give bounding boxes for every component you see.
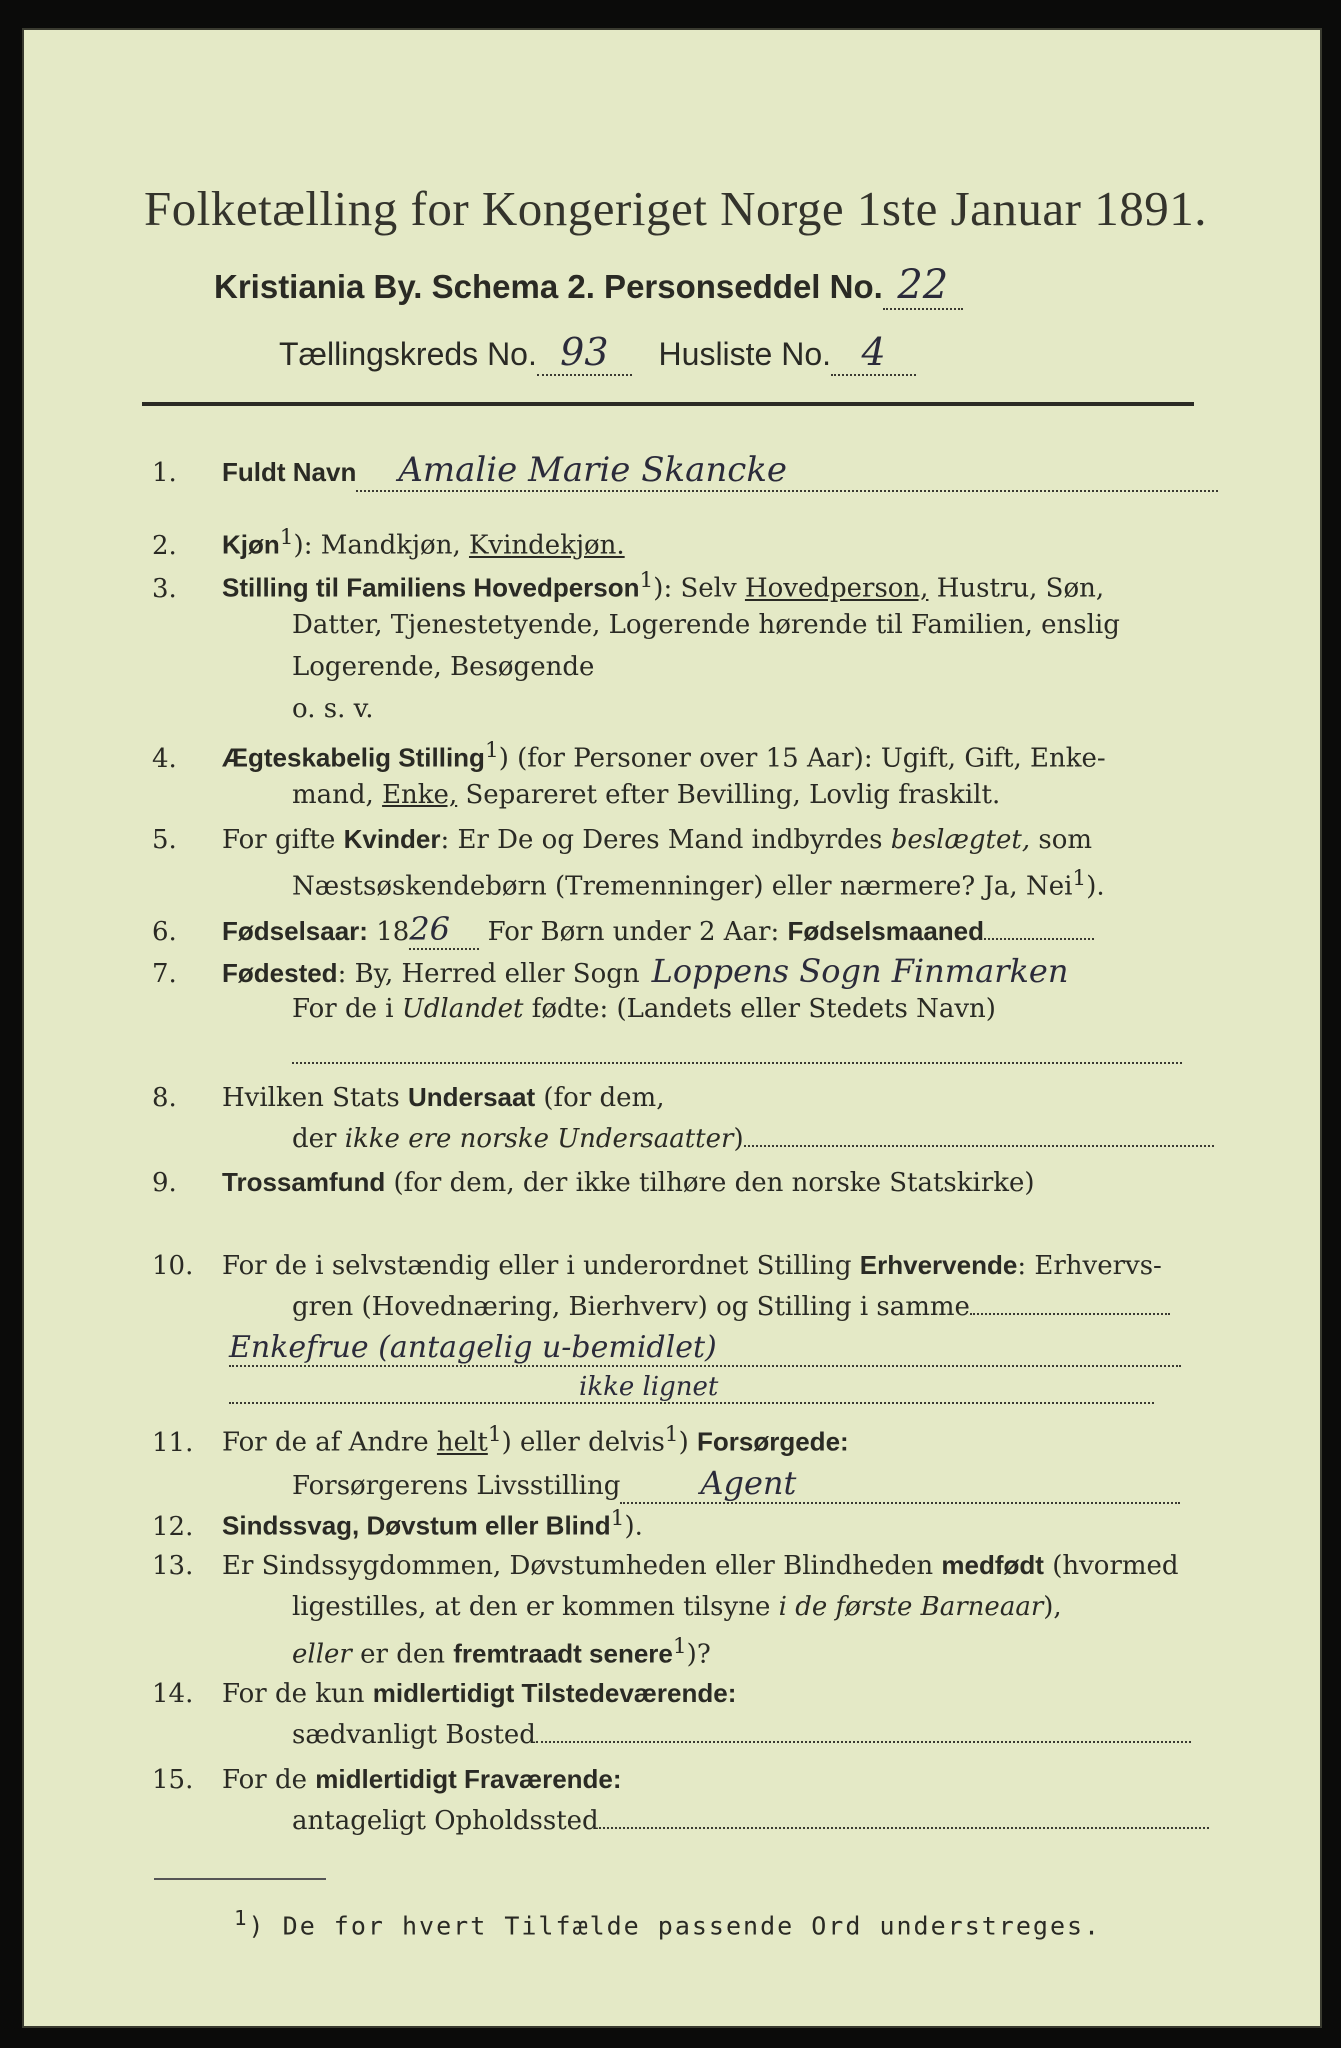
birthplace-value: Loppens Sogn Finmarken: [651, 952, 1069, 990]
field-full-name: [152, 450, 1218, 492]
item-number: 2.: [152, 530, 177, 561]
field-text: For gifte: [222, 825, 344, 855]
personseddel-number-field: [883, 262, 963, 310]
item-number: 11.: [152, 1427, 194, 1458]
field-label: Sindssvag, Døvstum eller Blind: [222, 1510, 611, 1541]
occupation-answer-line: [229, 1330, 1181, 1367]
field-label: medfødt: [941, 1550, 1044, 1580]
provider-occupation: [292, 1464, 1180, 1504]
field-marital-status: [152, 738, 1106, 774]
birthplace-abroad: [292, 994, 996, 1024]
footnote-marker: 1: [234, 1906, 249, 1930]
field-label: Fødested: [222, 958, 338, 988]
selected-option: helt: [436, 1427, 488, 1458]
district-header: [279, 330, 916, 376]
field-label: Stilling til Familiens Hovedperson: [222, 572, 640, 603]
field-birthplace: [152, 952, 1068, 990]
field-occupation: [152, 1250, 1162, 1281]
answer-blank: [292, 1038, 1182, 1064]
footnote-marker: 1: [1072, 866, 1087, 891]
field-text-italic: Udlandet: [401, 994, 524, 1024]
footnote-marker: 1: [639, 568, 654, 593]
field-label: Fødselsaar:: [222, 916, 368, 946]
field-text: gren (Hovednæring, Bierhverv) og Stilling i samme: [292, 1292, 970, 1322]
field-text-italic: ikke ere norske Undersaatter: [344, 1124, 734, 1154]
field-text: fødte: (Landets eller Stedets Navn): [523, 994, 996, 1024]
page-title: Folketælling for Kongeriget Norge 1ste Januar 1891.: [144, 181, 1207, 236]
married-women-continued: [292, 866, 1105, 902]
selected-option: Enke,: [382, 780, 458, 810]
field-label: Undersaat: [407, 1082, 536, 1112]
husliste-label: Husliste No.: [658, 336, 832, 372]
field-text: (for dem, der ikke tilhøre den norske Statskirke): [385, 1168, 1035, 1198]
field-sex: [152, 525, 625, 561]
field-text: ligestilles, at den er kommen tilsyne: [292, 1592, 779, 1622]
field-options: mand,: [292, 780, 383, 810]
selected-option: Hovedperson,: [744, 573, 929, 604]
field-religion: [152, 1167, 1035, 1198]
field-text: For de af Andre: [222, 1427, 437, 1458]
taellingskreds-label: Tællingskreds No.: [279, 336, 537, 372]
full-name-field: [356, 450, 1218, 492]
birth-year-field: [409, 910, 479, 950]
field-text: som: [1030, 825, 1093, 855]
field-label: Fødselsmaaned: [787, 916, 985, 946]
field-text: ).: [1086, 871, 1105, 902]
field-label: Forsørgede:: [697, 1426, 849, 1457]
item-number: 6.: [152, 917, 177, 947]
field-text: Er Sindssygdommen, Døvstumheden eller Blindheden: [222, 1551, 942, 1581]
occupation-answer-line-2: [229, 1372, 1154, 1404]
footnote-marker: 1: [664, 1422, 679, 1447]
field-citizenship: [152, 1082, 664, 1113]
footnote-marker: 1: [487, 1422, 502, 1447]
field-text: ) eller delvis: [501, 1427, 665, 1458]
taellingskreds-number-field: [537, 330, 632, 376]
schema-header: [214, 262, 963, 310]
footnote: [234, 1906, 1101, 1940]
item-number: 14.: [152, 1679, 194, 1709]
footnote-marker: 1: [672, 1634, 687, 1659]
field-label: fremtraadt senere: [453, 1638, 673, 1669]
field-text: ),: [1043, 1592, 1062, 1622]
citizenship-field: [744, 1145, 1214, 1147]
field-label: Kvinder: [343, 824, 441, 854]
provider-occupation-field: [620, 1464, 1180, 1504]
field-text: For de: [222, 1765, 316, 1795]
field-text: (for dem,: [535, 1083, 665, 1113]
field-text: Forsørgerens Livsstilling: [292, 1471, 621, 1501]
field-options: Separeret efter Bevilling, Lovlig fraskilt.: [457, 780, 1001, 810]
occupation-value-2: ikke lignet: [579, 1372, 719, 1402]
field-text: Hvilken Stats: [222, 1083, 408, 1113]
occupation-continued: [292, 1292, 1170, 1322]
husliste-number-value: 4: [861, 330, 886, 374]
item-number: 1.: [152, 458, 177, 488]
field-text: For Børn under 2 Aar:: [479, 917, 788, 947]
field-married-women: [152, 824, 1092, 855]
footnote-marker: 1: [484, 738, 499, 763]
birth-month-field: [984, 938, 1094, 940]
occupation-blank: [970, 1313, 1170, 1315]
field-text: : Er De og Deres Mand indbyrdes: [440, 825, 891, 855]
field-label: Fuldt Navn: [222, 457, 357, 487]
occupation-value: Enkefrue (antagelig u-bemidlet): [229, 1330, 717, 1365]
field-text: (hvormed: [1043, 1551, 1179, 1581]
field-label: Ægteskabelig Stilling: [222, 742, 485, 773]
field-temporarily-absent: [152, 1764, 622, 1795]
husliste-number-field: [831, 330, 916, 376]
item-number: 10.: [152, 1251, 194, 1281]
birth-year-value: 26: [409, 910, 451, 948]
footnote-marker: 1: [279, 525, 294, 550]
field-options: Hustru, Søn,: [928, 573, 1105, 604]
occupation-field-2: [229, 1372, 1154, 1404]
field-text: Næstsøskendebørn (Tremenninger) eller nærmere? Ja, Nei: [292, 871, 1073, 902]
item-number: 5.: [152, 825, 177, 855]
field-label: Trossamfund: [222, 1167, 386, 1197]
item-number: 7.: [152, 959, 177, 989]
field-label: midlertidigt Fraværende:: [315, 1764, 622, 1794]
field-text: er den: [351, 1639, 454, 1670]
footnote-marker: 1: [610, 1506, 625, 1531]
field-birth-year: [152, 910, 1094, 950]
marital-status-options: [292, 780, 1000, 810]
field-text: For de kun: [222, 1679, 373, 1709]
field-disability: [152, 1506, 643, 1542]
field-options: ): Mandkjøn,: [293, 530, 469, 561]
field-disability-onset: [152, 1550, 1179, 1581]
footnote-text: ) De for hvert Tilfælde passende Ord understreges.: [248, 1911, 1102, 1941]
field-text: )?: [686, 1639, 711, 1670]
item-number: 12.: [152, 1511, 194, 1542]
full-name-value: Amalie Marie Skancke: [398, 450, 788, 490]
usual-residence: [292, 1720, 1191, 1750]
field-temporarily-present: [152, 1678, 736, 1709]
field-label: Kjøn: [222, 529, 280, 560]
field-text: der: [292, 1124, 345, 1154]
field-text-italic: beslægtet,: [890, 825, 1031, 855]
birthplace-abroad-field: [292, 1038, 1182, 1071]
field-text: For de i selvstændig eller i underordnet Stilling: [222, 1251, 860, 1281]
field-options-continued: Logerende, Besøgende: [292, 652, 595, 682]
field-text: : Erhvervs-: [1017, 1251, 1162, 1281]
item-number: 8.: [152, 1083, 177, 1113]
field-label: midlertidigt Tilstedeværende:: [372, 1678, 737, 1708]
field-household-position: [152, 568, 1104, 604]
birth-year-prefix: 18: [367, 917, 410, 947]
field-text: antageligt Opholdssted: [292, 1806, 599, 1836]
field-options: ): Selv: [653, 573, 745, 604]
field-text-italic: eller: [292, 1639, 352, 1670]
provider-occupation-value: Agent: [700, 1464, 797, 1502]
schema-header-label: Kristiania By. Schema 2. Personseddel No.: [214, 268, 883, 305]
disability-onset-continued-2: [292, 1634, 711, 1670]
field-text: : By, Herred eller Sogn: [337, 959, 640, 989]
field-text: ): [733, 1124, 744, 1154]
occupation-field: [229, 1330, 1181, 1367]
field-options-continued: Datter, Tjenestetyende, Logerende hørende til Familien, enslig: [292, 610, 1120, 640]
item-number: 15.: [152, 1765, 194, 1795]
probable-residence: [292, 1806, 1209, 1836]
field-text: For de i: [292, 994, 402, 1024]
field-text: ): [678, 1427, 697, 1458]
item-number: 4.: [152, 743, 177, 774]
field-text: ).: [624, 1511, 643, 1542]
field-text: sædvanligt Bosted: [292, 1720, 536, 1750]
field-options: ) (for Personer over 15 Aar): Ugift, Gift, Enke-: [498, 743, 1106, 774]
field-options-continued: o. s. v.: [292, 694, 374, 724]
item-number: 9.: [152, 1168, 177, 1198]
citizenship-continued: [292, 1124, 1214, 1154]
header-divider: [142, 402, 1194, 406]
field-label: Erhvervende: [859, 1250, 1018, 1280]
probable-residence-field: [599, 1827, 1209, 1829]
census-form-sheet: [22, 28, 1322, 2028]
personseddel-number-value: 22: [897, 262, 949, 308]
item-number: 3.: [152, 573, 177, 604]
selected-option: Kvindekjøn.: [468, 530, 625, 561]
footnote-divider: [154, 1878, 326, 1880]
item-number: 13.: [152, 1551, 194, 1581]
field-dependents: [152, 1422, 849, 1458]
field-text-italic: i de første Barneaar: [778, 1592, 1044, 1622]
usual-residence-field: [536, 1741, 1191, 1743]
disability-onset-continued: [292, 1592, 1062, 1622]
taellingskreds-number-value: 93: [560, 330, 609, 374]
